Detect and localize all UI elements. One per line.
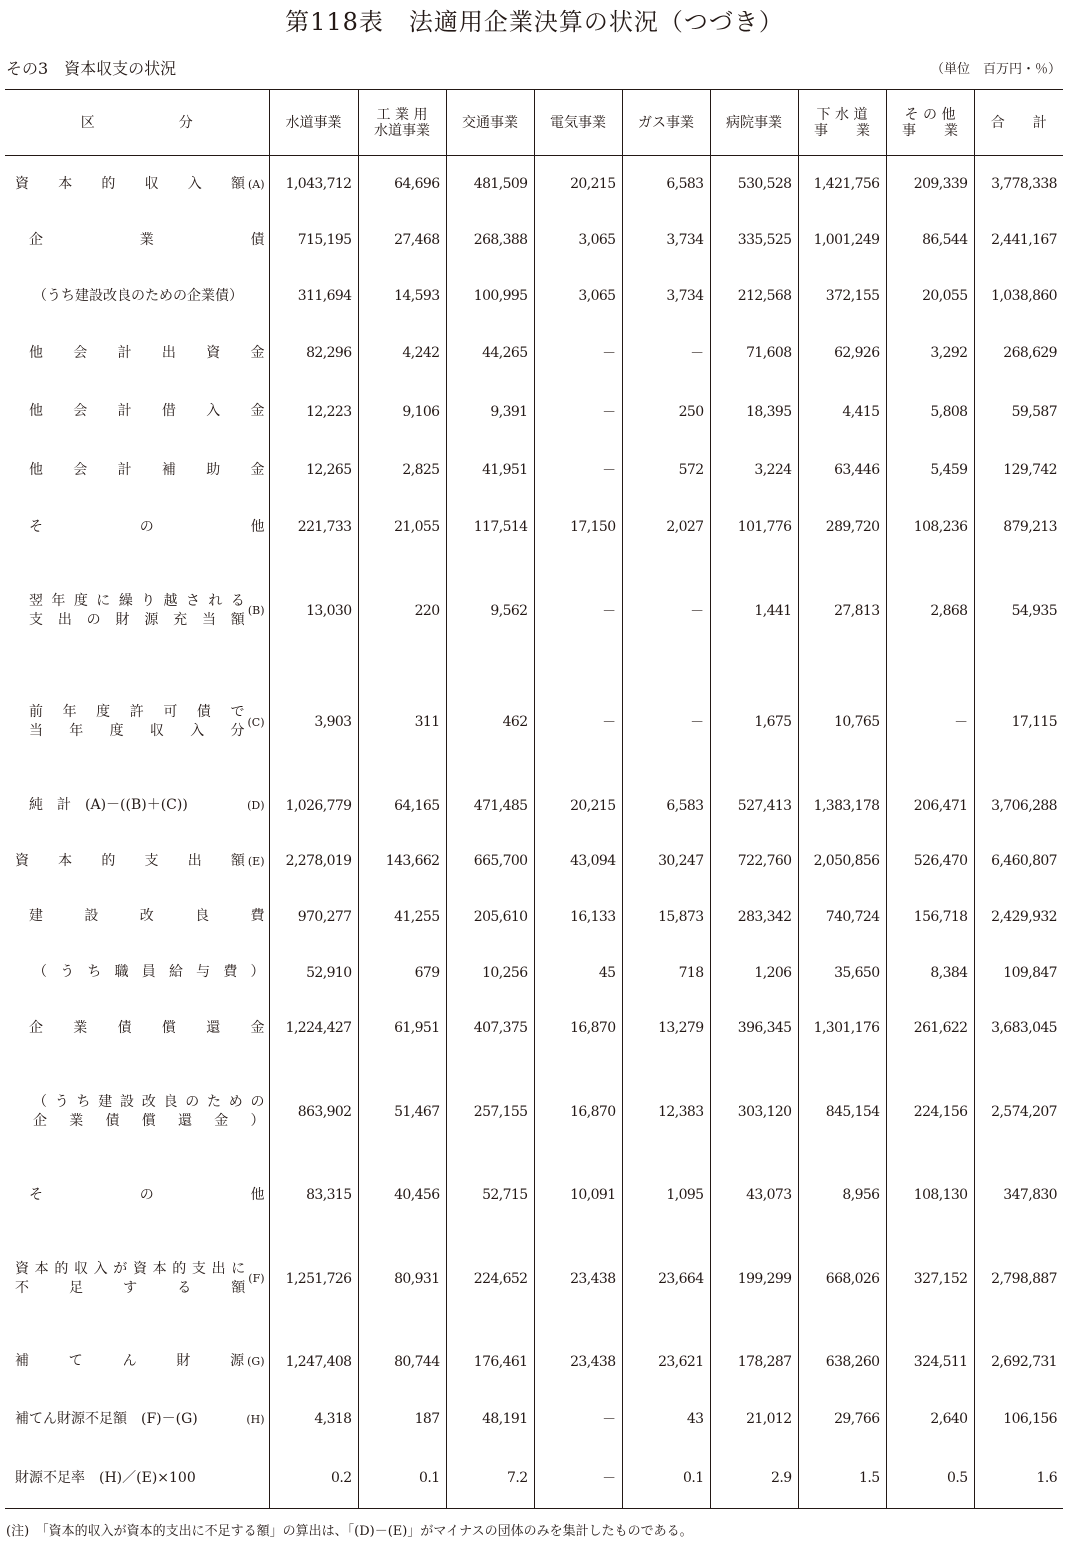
- table-cell: 21,055: [358, 500, 446, 556]
- table-cell: 268,629: [974, 324, 1063, 383]
- table-cell: 1,043,712: [269, 156, 358, 213]
- table-cell: 48,191: [446, 1390, 534, 1449]
- column-header: [974, 90, 1063, 156]
- table-cell: 51,467: [358, 1056, 446, 1167]
- column-header: [710, 90, 798, 156]
- row-label: [5, 441, 269, 500]
- table-cell: 1,026,779: [269, 778, 358, 834]
- table-cell: 187: [358, 1390, 446, 1449]
- table-cell: 35,650: [798, 945, 886, 1001]
- header-row: [5, 90, 1063, 156]
- table-cell: 372,155: [798, 268, 886, 324]
- table-cell: 224,156: [886, 1056, 974, 1167]
- column-header: [798, 90, 886, 156]
- table-cell: 638,260: [798, 1334, 886, 1390]
- row-code: (E): [247, 854, 265, 868]
- table-row: [5, 213, 1063, 269]
- table-cell: 970,277: [269, 889, 358, 945]
- table-cell: 715,195: [269, 213, 358, 269]
- table-cell: 1,095: [622, 1167, 710, 1223]
- table-cell: 679: [358, 945, 446, 1001]
- table-cell: 27,813: [798, 555, 886, 666]
- column-header-line: 合 計: [990, 114, 1047, 131]
- table-cell: 481,509: [446, 156, 534, 213]
- row-label: [5, 1448, 269, 1508]
- table-row: [5, 1223, 1063, 1334]
- row-label-line: 不 足 す る 額: [15, 1279, 246, 1296]
- column-header-line: 工 業 用: [376, 106, 428, 123]
- table-cell: 526,470: [886, 833, 974, 889]
- table-cell: 6,583: [622, 778, 710, 834]
- table-cell: 303,120: [710, 1056, 798, 1167]
- capital-balance-table: [5, 89, 1063, 1509]
- table-cell: 3,734: [622, 268, 710, 324]
- table-cell: 17,115: [974, 666, 1063, 777]
- table-cell: 40,456: [358, 1167, 446, 1223]
- row-label-line: 翌 年 度 に 繰 り 越 さ れ る: [29, 592, 245, 609]
- table-cell: 10,091: [534, 1167, 622, 1223]
- row-label: [5, 1334, 269, 1390]
- table-cell: 15,873: [622, 889, 710, 945]
- table-cell: 722,760: [710, 833, 798, 889]
- table-cell: 20,215: [534, 778, 622, 834]
- table-row: [5, 382, 1063, 441]
- column-header-line: そ の 他: [904, 106, 956, 123]
- row-label: [5, 889, 269, 945]
- table-cell: 16,870: [534, 1000, 622, 1056]
- table-cell: 212,568: [710, 268, 798, 324]
- table-cell: －: [534, 324, 622, 383]
- table-cell: 471,485: [446, 778, 534, 834]
- table-cell: 221,733: [269, 500, 358, 556]
- column-header-line: 下 水 道: [816, 106, 868, 123]
- row-label-line: （ う ち 建 設 改 良 の た め の: [33, 1093, 265, 1110]
- table-cell: 44,265: [446, 324, 534, 383]
- table-cell: 9,391: [446, 382, 534, 441]
- table-row: [5, 555, 1063, 666]
- table-cell: 396,345: [710, 1000, 798, 1056]
- table-cell: 206,471: [886, 778, 974, 834]
- table-cell: －: [534, 666, 622, 777]
- table-cell: 2,868: [886, 555, 974, 666]
- row-label-line: 他 会 計 出 資 金: [29, 344, 265, 361]
- column-header: [446, 90, 534, 156]
- table-body: [5, 156, 1063, 1509]
- table-row: [5, 268, 1063, 324]
- table-cell: 3,706,288: [974, 778, 1063, 834]
- table-cell: 86,544: [886, 213, 974, 269]
- row-label: [5, 778, 269, 834]
- table-cell: 71,608: [710, 324, 798, 383]
- table-cell: 2,027: [622, 500, 710, 556]
- row-label: [5, 555, 269, 666]
- row-label-line: （うち建設改良のための企業債）: [33, 287, 243, 304]
- row-label: [5, 1390, 269, 1449]
- table-cell: 52,715: [446, 1167, 534, 1223]
- column-header-line: 水道事業: [374, 122, 430, 139]
- table-row: [5, 441, 1063, 500]
- table-subtitle: その3 資本収支の状況: [6, 59, 177, 78]
- table-cell: 335,525: [710, 213, 798, 269]
- table-cell: 407,375: [446, 1000, 534, 1056]
- table-row: [5, 324, 1063, 383]
- table-cell: 3,292: [886, 324, 974, 383]
- table-row: [5, 1390, 1063, 1449]
- table-cell: 83,315: [269, 1167, 358, 1223]
- table-cell: 6,583: [622, 156, 710, 213]
- table-cell: 12,265: [269, 441, 358, 500]
- table-cell: 10,256: [446, 945, 534, 1001]
- table-cell: 1,421,756: [798, 156, 886, 213]
- table-cell: 41,951: [446, 441, 534, 500]
- table-cell: 54,935: [974, 555, 1063, 666]
- row-label-line: 企 業 債 償 還 金: [29, 1019, 265, 1036]
- table-cell: 109,847: [974, 945, 1063, 1001]
- table-cell: 63,446: [798, 441, 886, 500]
- row-label-line: 資 本 的 支 出 額: [15, 852, 245, 869]
- row-label-line: 他 会 計 補 助 金: [29, 461, 265, 478]
- table-cell: 845,154: [798, 1056, 886, 1167]
- table-cell: 1,675: [710, 666, 798, 777]
- column-header: [269, 90, 358, 156]
- table-cell: 199,299: [710, 1223, 798, 1334]
- table-cell: 6,460,807: [974, 833, 1063, 889]
- table-cell: 2,692,731: [974, 1334, 1063, 1390]
- table-cell: 156,718: [886, 889, 974, 945]
- table-cell: 52,910: [269, 945, 358, 1001]
- row-code: (B): [247, 604, 265, 618]
- table-cell: 1,224,427: [269, 1000, 358, 1056]
- footnote: (注) 「資本的収入が資本的支出に不足する額」の算出は、「(D)－(E)」がマイナスの団体のみを集計したものである。: [6, 1524, 693, 1539]
- table-cell: 2,825: [358, 441, 446, 500]
- table-cell: 2,278,019: [269, 833, 358, 889]
- table-row: [5, 1000, 1063, 1056]
- page-title: 第118表 法適用企業決算の状況（つづき）: [285, 8, 784, 36]
- table-cell: 5,459: [886, 441, 974, 500]
- table-cell: 4,242: [358, 324, 446, 383]
- table-cell: 80,931: [358, 1223, 446, 1334]
- table-cell: 250: [622, 382, 710, 441]
- table-cell: 14,593: [358, 268, 446, 324]
- table-cell: 8,956: [798, 1167, 886, 1223]
- table-cell: 143,662: [358, 833, 446, 889]
- table-cell: 3,683,045: [974, 1000, 1063, 1056]
- row-label-line: 補てん財源不足額 (F)－(G): [15, 1410, 198, 1427]
- table-cell: 13,030: [269, 555, 358, 666]
- table-cell: －: [886, 666, 974, 777]
- table-cell: 0.2: [269, 1448, 358, 1508]
- table-cell: 9,562: [446, 555, 534, 666]
- table-cell: 530,528: [710, 156, 798, 213]
- row-label-line: 資 本 的 収 入 額: [15, 175, 245, 192]
- table-cell: 1,301,176: [798, 1000, 886, 1056]
- table-cell: 668,026: [798, 1223, 886, 1334]
- row-label: [5, 1167, 269, 1223]
- row-label: [5, 156, 269, 213]
- table-cell: 3,778,338: [974, 156, 1063, 213]
- table-cell: 1,247,408: [269, 1334, 358, 1390]
- row-label-line: 他 会 計 借 入 金: [29, 403, 265, 420]
- table-cell: 117,514: [446, 500, 534, 556]
- row-code: (G): [247, 1355, 265, 1369]
- table-cell: 665,700: [446, 833, 534, 889]
- table-cell: －: [534, 1390, 622, 1449]
- row-label: [5, 1000, 269, 1056]
- table-cell: 879,213: [974, 500, 1063, 556]
- table-cell: 1,038,860: [974, 268, 1063, 324]
- table-cell: 324,511: [886, 1334, 974, 1390]
- table-cell: 572: [622, 441, 710, 500]
- row-code: (A): [247, 177, 265, 191]
- table-cell: 205,610: [446, 889, 534, 945]
- table-cell: 61,951: [358, 1000, 446, 1056]
- table-row: [5, 1334, 1063, 1390]
- table-cell: 20,055: [886, 268, 974, 324]
- row-label: [5, 324, 269, 383]
- table-row: [5, 156, 1063, 213]
- table-cell: 178,287: [710, 1334, 798, 1390]
- table-cell: 8,384: [886, 945, 974, 1001]
- table-cell: 289,720: [798, 500, 886, 556]
- table-cell: 17,150: [534, 500, 622, 556]
- table-cell: 64,165: [358, 778, 446, 834]
- table-cell: 108,130: [886, 1167, 974, 1223]
- table-cell: 41,255: [358, 889, 446, 945]
- table-row: [5, 889, 1063, 945]
- table-cell: 462: [446, 666, 534, 777]
- table-cell: 64,696: [358, 156, 446, 213]
- table-cell: 3,734: [622, 213, 710, 269]
- table-cell: 4,318: [269, 1390, 358, 1449]
- table-cell: 2,640: [886, 1390, 974, 1449]
- table-cell: 20,215: [534, 156, 622, 213]
- table-cell: 718: [622, 945, 710, 1001]
- row-label-line: 当 年 度 収 入 分: [29, 723, 245, 740]
- column-header-line: 病院事業: [726, 114, 782, 131]
- table-cell: 100,995: [446, 268, 534, 324]
- table-cell: 176,461: [446, 1334, 534, 1390]
- table-cell: 101,776: [710, 500, 798, 556]
- row-label-line: 補 て ん 財 源: [15, 1353, 245, 1370]
- row-label: [5, 666, 269, 777]
- column-header-category: [5, 90, 269, 156]
- table-cell: 0.1: [358, 1448, 446, 1508]
- table-cell: 129,742: [974, 441, 1063, 500]
- unit-label: （単位 百万円・％）: [930, 62, 1061, 77]
- table-row: [5, 833, 1063, 889]
- table-cell: 23,438: [534, 1334, 622, 1390]
- table-cell: 1.6: [974, 1448, 1063, 1508]
- table-cell: 16,870: [534, 1056, 622, 1167]
- table-cell: 80,744: [358, 1334, 446, 1390]
- table-row: [5, 1167, 1063, 1223]
- table-cell: 1,206: [710, 945, 798, 1001]
- row-label: [5, 1056, 269, 1167]
- column-header: [534, 90, 622, 156]
- table-cell: 9,106: [358, 382, 446, 441]
- table-cell: 106,156: [974, 1390, 1063, 1449]
- table-cell: 261,622: [886, 1000, 974, 1056]
- table-cell: 224,652: [446, 1223, 534, 1334]
- row-label: [5, 500, 269, 556]
- table-cell: 327,152: [886, 1223, 974, 1334]
- row-label-line: 建 設 改 良 費: [29, 908, 265, 925]
- column-header: [622, 90, 710, 156]
- column-header: [886, 90, 974, 156]
- row-label: [5, 213, 269, 269]
- table-cell: 12,223: [269, 382, 358, 441]
- table-cell: 1,251,726: [269, 1223, 358, 1334]
- table-cell: 16,133: [534, 889, 622, 945]
- table-cell: 23,664: [622, 1223, 710, 1334]
- table-cell: 347,830: [974, 1167, 1063, 1223]
- column-header-line: 区 分: [80, 114, 193, 131]
- table-cell: －: [534, 1448, 622, 1508]
- row-label-line: 純 計 (A)－((B)＋(C)): [29, 797, 188, 814]
- row-label-line: 企 業 債 償 還 金 ）: [33, 1112, 265, 1129]
- column-header-line: 電気事業: [550, 114, 606, 131]
- table-cell: 7.2: [446, 1448, 534, 1508]
- table-cell: 2.9: [710, 1448, 798, 1508]
- row-label-line: そ の 他: [29, 518, 265, 535]
- table-cell: 1.5: [798, 1448, 886, 1508]
- table-cell: 1,441: [710, 555, 798, 666]
- table-cell: －: [534, 382, 622, 441]
- table-cell: 45: [534, 945, 622, 1001]
- table-row: [5, 500, 1063, 556]
- table-cell: 2,798,887: [974, 1223, 1063, 1334]
- table-cell: 10,765: [798, 666, 886, 777]
- table-cell: 43: [622, 1390, 710, 1449]
- row-code: (F): [248, 1272, 265, 1286]
- table-cell: 2,050,856: [798, 833, 886, 889]
- table-cell: 527,413: [710, 778, 798, 834]
- table-cell: 23,438: [534, 1223, 622, 1334]
- table-cell: 18,395: [710, 382, 798, 441]
- table-cell: 0.1: [622, 1448, 710, 1508]
- table-cell: 283,342: [710, 889, 798, 945]
- column-header-line: 事 業: [814, 122, 870, 139]
- table-cell: 3,224: [710, 441, 798, 500]
- table-cell: 311,694: [269, 268, 358, 324]
- table-cell: －: [622, 324, 710, 383]
- table-cell: 30,247: [622, 833, 710, 889]
- table-cell: 3,903: [269, 666, 358, 777]
- row-label-line: 財源不足率 (H)／(E)×100: [15, 1469, 196, 1486]
- column-header-line: 水道事業: [285, 114, 342, 131]
- table-cell: 43,073: [710, 1167, 798, 1223]
- table-cell: 13,279: [622, 1000, 710, 1056]
- column-header: [358, 90, 446, 156]
- row-label: [5, 1223, 269, 1334]
- table-row: [5, 666, 1063, 777]
- table-cell: 268,388: [446, 213, 534, 269]
- table-cell: 59,587: [974, 382, 1063, 441]
- table-cell: 2,441,167: [974, 213, 1063, 269]
- row-label-line: 前 年 度 許 可 債 で: [29, 704, 245, 721]
- row-label-line: そ の 他: [29, 1186, 265, 1203]
- table-cell: －: [534, 555, 622, 666]
- row-label-line: （ う ち 職 員 給 与 費 ）: [33, 964, 265, 980]
- table-cell: 2,429,932: [974, 889, 1063, 945]
- table-cell: －: [622, 555, 710, 666]
- table-cell: 23,621: [622, 1334, 710, 1390]
- table-cell: 27,468: [358, 213, 446, 269]
- table-cell: 863,902: [269, 1056, 358, 1167]
- table-cell: 3,065: [534, 268, 622, 324]
- row-label: [5, 268, 269, 324]
- row-label: [5, 382, 269, 441]
- table-cell: 209,339: [886, 156, 974, 213]
- row-label-line: 企 業 債: [29, 231, 265, 248]
- table-cell: 108,236: [886, 500, 974, 556]
- table-cell: 311: [358, 666, 446, 777]
- table-cell: 21,012: [710, 1390, 798, 1449]
- row-label: [5, 945, 269, 1001]
- table-cell: 3,065: [534, 213, 622, 269]
- table-cell: 4,415: [798, 382, 886, 441]
- table-row: [5, 1448, 1063, 1508]
- row-code: (D): [247, 799, 265, 813]
- row-code: (C): [247, 715, 265, 729]
- column-header-line: 事 業: [902, 122, 958, 139]
- table-cell: 43,094: [534, 833, 622, 889]
- row-label-line: 資 本 的 収 入 が 資 本 的 支 出 に: [15, 1260, 246, 1277]
- table-cell: 2,574,207: [974, 1056, 1063, 1167]
- table-cell: 12,383: [622, 1056, 710, 1167]
- table-row: [5, 945, 1063, 1001]
- table-row: [5, 778, 1063, 834]
- table-cell: 1,383,178: [798, 778, 886, 834]
- table-cell: －: [622, 666, 710, 777]
- table-cell: 0.5: [886, 1448, 974, 1508]
- table-cell: －: [534, 441, 622, 500]
- column-header-line: ガス事業: [638, 114, 694, 131]
- table-cell: 82,296: [269, 324, 358, 383]
- table-header: [5, 90, 1063, 156]
- table-cell: 1,001,249: [798, 213, 886, 269]
- table-cell: 257,155: [446, 1056, 534, 1167]
- table-cell: 220: [358, 555, 446, 666]
- table-row: [5, 1056, 1063, 1167]
- table-cell: 62,926: [798, 324, 886, 383]
- column-header-line: 交通事業: [462, 114, 518, 131]
- table-cell: 740,724: [798, 889, 886, 945]
- row-code: (H): [246, 1412, 265, 1426]
- row-label-line: 支 出 の 財 源 充 当 額: [29, 611, 245, 628]
- row-label: [5, 833, 269, 889]
- table-cell: 5,808: [886, 382, 974, 441]
- table-cell: 29,766: [798, 1390, 886, 1449]
